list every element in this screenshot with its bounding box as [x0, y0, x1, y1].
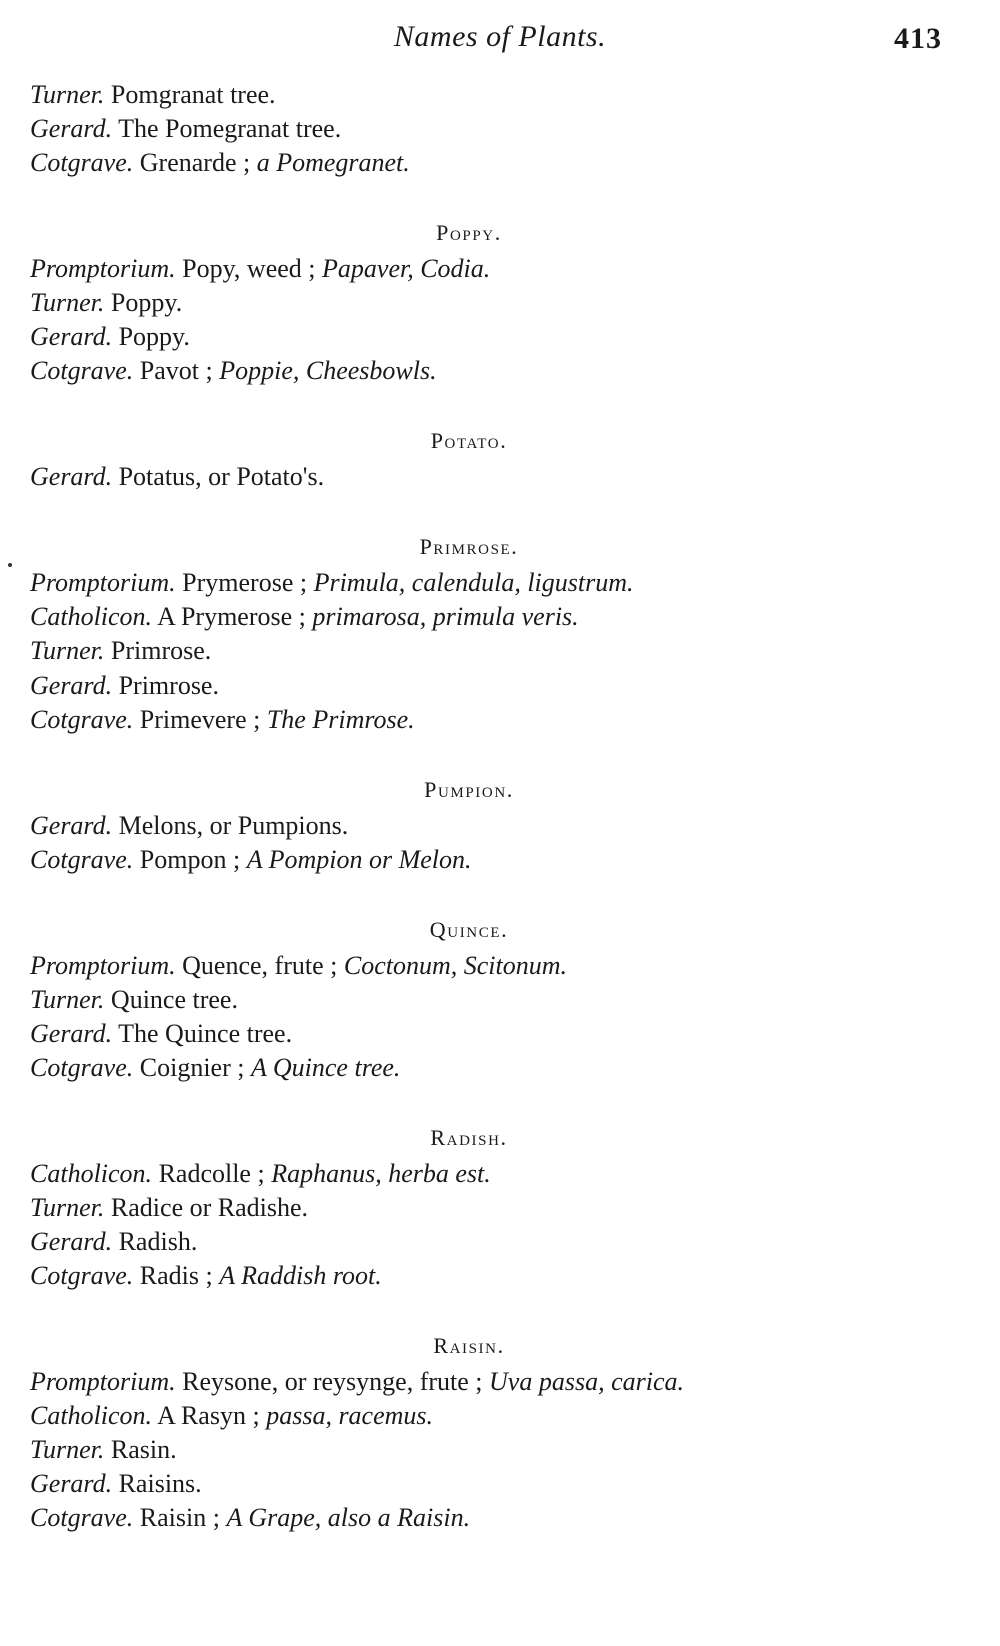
entry-text: Poppy.	[112, 322, 190, 352]
entry-spacer	[30, 494, 948, 534]
entry-line	[30, 1399, 948, 1433]
latin-gloss: The Primrose.	[266, 704, 415, 734]
entry-line	[30, 1467, 948, 1501]
entry-text: Pompon ;	[133, 844, 247, 874]
entry-text: Primrose.	[112, 670, 219, 700]
entry-line	[30, 566, 948, 600]
entry-line	[30, 1259, 948, 1293]
entry-text: Raisin ;	[133, 1503, 227, 1533]
source-name: Cotgrave.	[30, 356, 134, 386]
source-name: Turner.	[30, 984, 105, 1014]
entry-text: Potatus, or Potato's.	[112, 462, 325, 492]
source-name: Cotgrave.	[30, 844, 134, 874]
source-name: Turner.	[30, 288, 105, 318]
latin-gloss: passa, racemus.	[266, 1401, 434, 1431]
entry-text: Grenarde ;	[133, 148, 257, 178]
entry-spacer	[30, 877, 948, 917]
latin-gloss: Primula, calendula, ligustrum.	[313, 568, 634, 598]
entry-text: Primrose.	[104, 636, 212, 666]
page-number: 413	[894, 22, 942, 55]
source-name: Cotgrave.	[30, 704, 134, 734]
entry-text: Coignier ;	[133, 1052, 251, 1082]
entry-text: Melons, or Pumpions.	[112, 810, 349, 840]
source-name: Catholicon.	[30, 1401, 153, 1431]
entry-text: Primevere ;	[133, 704, 267, 734]
source-name: Turner.	[30, 80, 105, 109]
source-name: Turner.	[30, 636, 105, 666]
latin-gloss: A Quince tree.	[250, 1052, 401, 1082]
latin-gloss: A Grape, also a Raisin.	[226, 1503, 471, 1533]
entry-line	[30, 112, 948, 146]
source-name: Gerard.	[30, 1018, 113, 1048]
entry-text: Radcolle ;	[152, 1158, 272, 1188]
entry-line	[30, 703, 948, 737]
entry-heading: Radish.	[430, 1124, 508, 1150]
entry-line	[30, 320, 948, 354]
source-name: Cotgrave.	[30, 148, 134, 178]
entry-line	[30, 146, 948, 180]
entry-text: A Prymerose ;	[152, 602, 313, 632]
dictionary-entry	[30, 1125, 948, 1293]
entry-line	[30, 1191, 948, 1225]
entry-text: The Quince tree.	[112, 1018, 293, 1048]
entry-line	[30, 78, 948, 112]
entry-text: Pavot ;	[133, 356, 220, 386]
entry-heading: Raisin.	[433, 1333, 505, 1359]
entry-line	[30, 286, 948, 320]
dictionary-entry	[30, 777, 948, 877]
entry-line	[30, 983, 948, 1017]
ink-speck	[8, 563, 12, 567]
entry-line	[30, 634, 948, 668]
entry-spacer	[30, 737, 948, 777]
entry-line	[30, 1157, 948, 1191]
source-name: Promptorium.	[30, 950, 176, 980]
entry-line	[30, 1501, 948, 1535]
latin-gloss: Uva passa, carica.	[489, 1367, 684, 1397]
source-name: Cotgrave.	[30, 1261, 134, 1291]
entry-text: Popy, weed ;	[175, 254, 323, 284]
source-name: Promptorium.	[30, 1367, 176, 1397]
entry-spacer	[30, 1085, 948, 1125]
source-name: Gerard.	[30, 1226, 113, 1256]
entry-text: Prymerose ;	[175, 568, 314, 598]
entry-line	[30, 949, 948, 983]
entry-text: Pomgranat tree.	[104, 80, 276, 109]
latin-gloss: Papaver, Codia.	[322, 254, 491, 284]
source-name: Gerard.	[30, 670, 113, 700]
latin-gloss: a Pomegranet.	[256, 148, 410, 178]
source-name: Gerard.	[30, 322, 113, 352]
entry-heading: Pumpion.	[424, 776, 514, 802]
entry-line	[30, 1051, 948, 1085]
entry-line	[30, 1433, 948, 1467]
page-header	[0, 0, 1000, 78]
entry-line	[30, 809, 948, 843]
source-name: Gerard.	[30, 1469, 113, 1499]
dictionary-entry	[30, 220, 948, 388]
entry-line	[30, 1225, 948, 1259]
entry-text: Reysone, or reysynge, frute ;	[175, 1367, 490, 1397]
running-title: Names of Plants.	[393, 20, 607, 53]
entry-text: Radis ;	[133, 1261, 220, 1291]
latin-gloss: A Pompion or Melon.	[246, 844, 472, 874]
dictionary-entry	[30, 1333, 948, 1535]
entry-spacer	[30, 180, 948, 220]
source-name: Cotgrave.	[30, 1503, 134, 1533]
dictionary-entry	[30, 917, 948, 1085]
entry-text: Poppy.	[104, 288, 183, 318]
entry-text: The Pomegranat tree.	[112, 114, 342, 144]
source-name: Promptorium.	[30, 254, 176, 284]
entry-line	[30, 354, 948, 388]
entry-line	[30, 600, 948, 634]
entry-text: A Rasyn ;	[152, 1401, 267, 1431]
entry-line	[30, 1365, 948, 1399]
entry-spacer	[30, 1293, 948, 1333]
entry-text: Radish.	[112, 1226, 198, 1256]
source-name: Turner.	[30, 1435, 105, 1465]
entry-text: Rasin.	[104, 1435, 177, 1465]
latin-gloss: A Raddish root.	[219, 1261, 382, 1291]
dictionary-entry	[30, 428, 948, 494]
entry-line	[30, 1017, 948, 1051]
latin-gloss: Coctonum, Scitonum.	[343, 950, 568, 980]
entry-heading: Quince.	[429, 916, 509, 942]
source-name: Gerard.	[30, 114, 113, 144]
latin-gloss: primarosa, primula veris.	[312, 602, 579, 632]
entry-text: Radice or Radishe.	[104, 1192, 309, 1222]
latin-gloss: Raphanus, herba est.	[271, 1158, 491, 1188]
entry-text: Quence, frute ;	[175, 950, 344, 980]
latin-gloss: Poppie, Cheesbowls.	[219, 356, 437, 386]
entry-line	[30, 843, 948, 877]
entry-text: Quince tree.	[104, 984, 238, 1014]
source-name: Gerard.	[30, 810, 113, 840]
source-name: Gerard.	[30, 462, 113, 492]
dictionary-entry	[30, 534, 948, 736]
entry-heading: Poppy.	[436, 220, 502, 246]
source-name: Catholicon.	[30, 602, 153, 632]
entry-heading: Primrose.	[419, 534, 519, 560]
source-name: Cotgrave.	[30, 1052, 134, 1082]
entry-line	[30, 669, 948, 703]
source-name: Catholicon.	[30, 1158, 153, 1188]
entry-line	[30, 252, 948, 286]
source-name: Turner.	[30, 1192, 105, 1222]
entry-line	[30, 460, 948, 494]
page-body	[0, 78, 1000, 1535]
entry-heading: Potato.	[430, 428, 508, 454]
entry-spacer	[30, 388, 948, 428]
dictionary-entry	[30, 78, 948, 180]
entry-text: Raisins.	[112, 1469, 202, 1499]
source-name: Promptorium.	[30, 568, 176, 598]
